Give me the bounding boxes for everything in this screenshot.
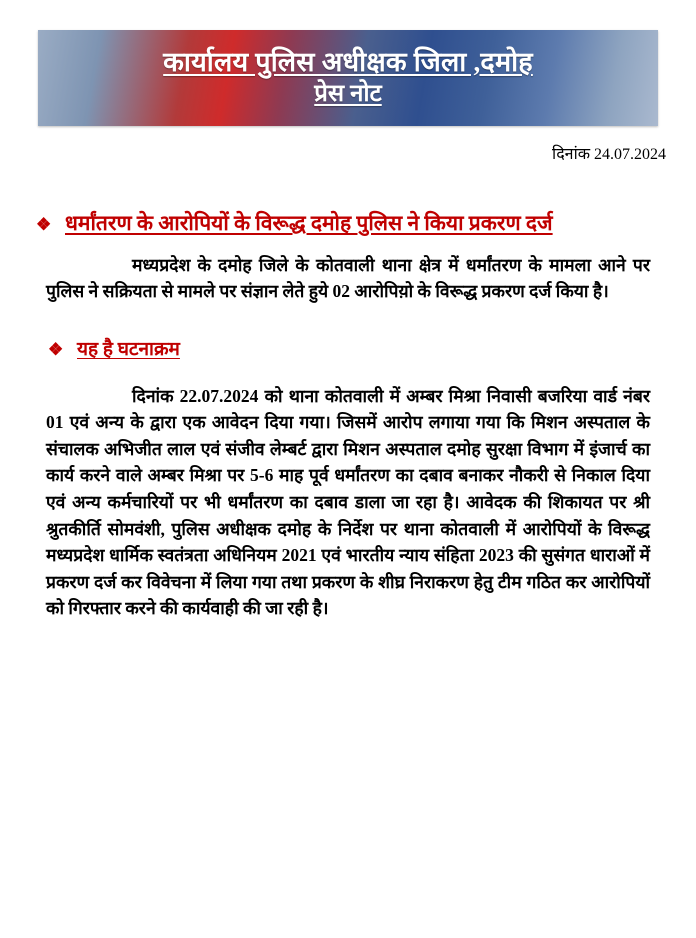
office-title: कार्यालय पुलिस अधीक्षक जिला ,दमोह	[163, 46, 533, 77]
first-paragraph: मध्यप्रदेश के दमोह जिले के कोतवाली थाना क्षेत्र में धर्मांतरण के मामला आने पर पुलिस ने सक्रियता से मामले पर संज्ञान लेते हुये 02 आरोपिय़ो के विरूद्ध प्रकरण दर्ज किया है।	[46, 254, 650, 302]
main-heading-text: धर्मांतरण के आरोपियों के विरूद्ध दमोह पुलिस ने किया प्रकरण दर्ज	[65, 211, 553, 235]
press-note-label: प्रेस नोट	[314, 81, 382, 108]
main-heading	[36, 208, 650, 240]
second-paragraph: दिनांक 22.07.2024 को थाना कोतवाली में अम्बर मिश्रा निवासी बजरिया वार्ड नंबर 01 एवं अन्य के द्वारा एक आवेदन दिया गया। जिसमें आरोप लगाया गया कि मिशन अस्पताल के संचालक अभिजीत लाल एवं संजीव लेम्बर्ट द्वारा मिशन अस्पताल दमोह सुरक्षा विभाग में इंजार्च का कार्य करने वाले अम्बर मिश्रा पर 5-6 माह पूर्व धर्मांतरण का दबाव बनाकर नौकरी से निकाल दिया एवं अन्य कर्मचारियों पर भी धर्मांतरण का दबाव डाला जा रहा है। आवेदक की शिकायत पर श्री श्रुतकीर्ति सोमवंशी, पुलिस अधीक्षक दमोह के निर्देश पर थाना कोतवाली में आरोपियों के विरूद्ध मध्यप्रदेश धार्मिक स्वतंत्रता अधिनियम 2021 एवं भारतीय न्याय संहिता 2023 की सुसंगत धाराओं में प्रकरण दर्ज कर विवेचना में लिया गया तथा प्रकरण के शीघ्र निराकरण हेतु टीम गठित कर आरोपियों को गिरफ्तार करने की कार्यवाही की जा रही है।	[46, 385, 650, 619]
document-content	[36, 208, 650, 622]
document-date: दिनांक 24.07.2024	[552, 146, 666, 163]
diamond-bullet-icon: ❖	[36, 215, 52, 234]
main-heading-block	[36, 208, 650, 240]
press-note-document	[0, 30, 696, 938]
diamond-bullet-icon-2: ❖	[48, 339, 64, 359]
sub-heading-text: यह है घटनाक्रम	[77, 338, 180, 360]
sub-heading	[46, 335, 650, 361]
document-header-banner	[38, 30, 658, 126]
